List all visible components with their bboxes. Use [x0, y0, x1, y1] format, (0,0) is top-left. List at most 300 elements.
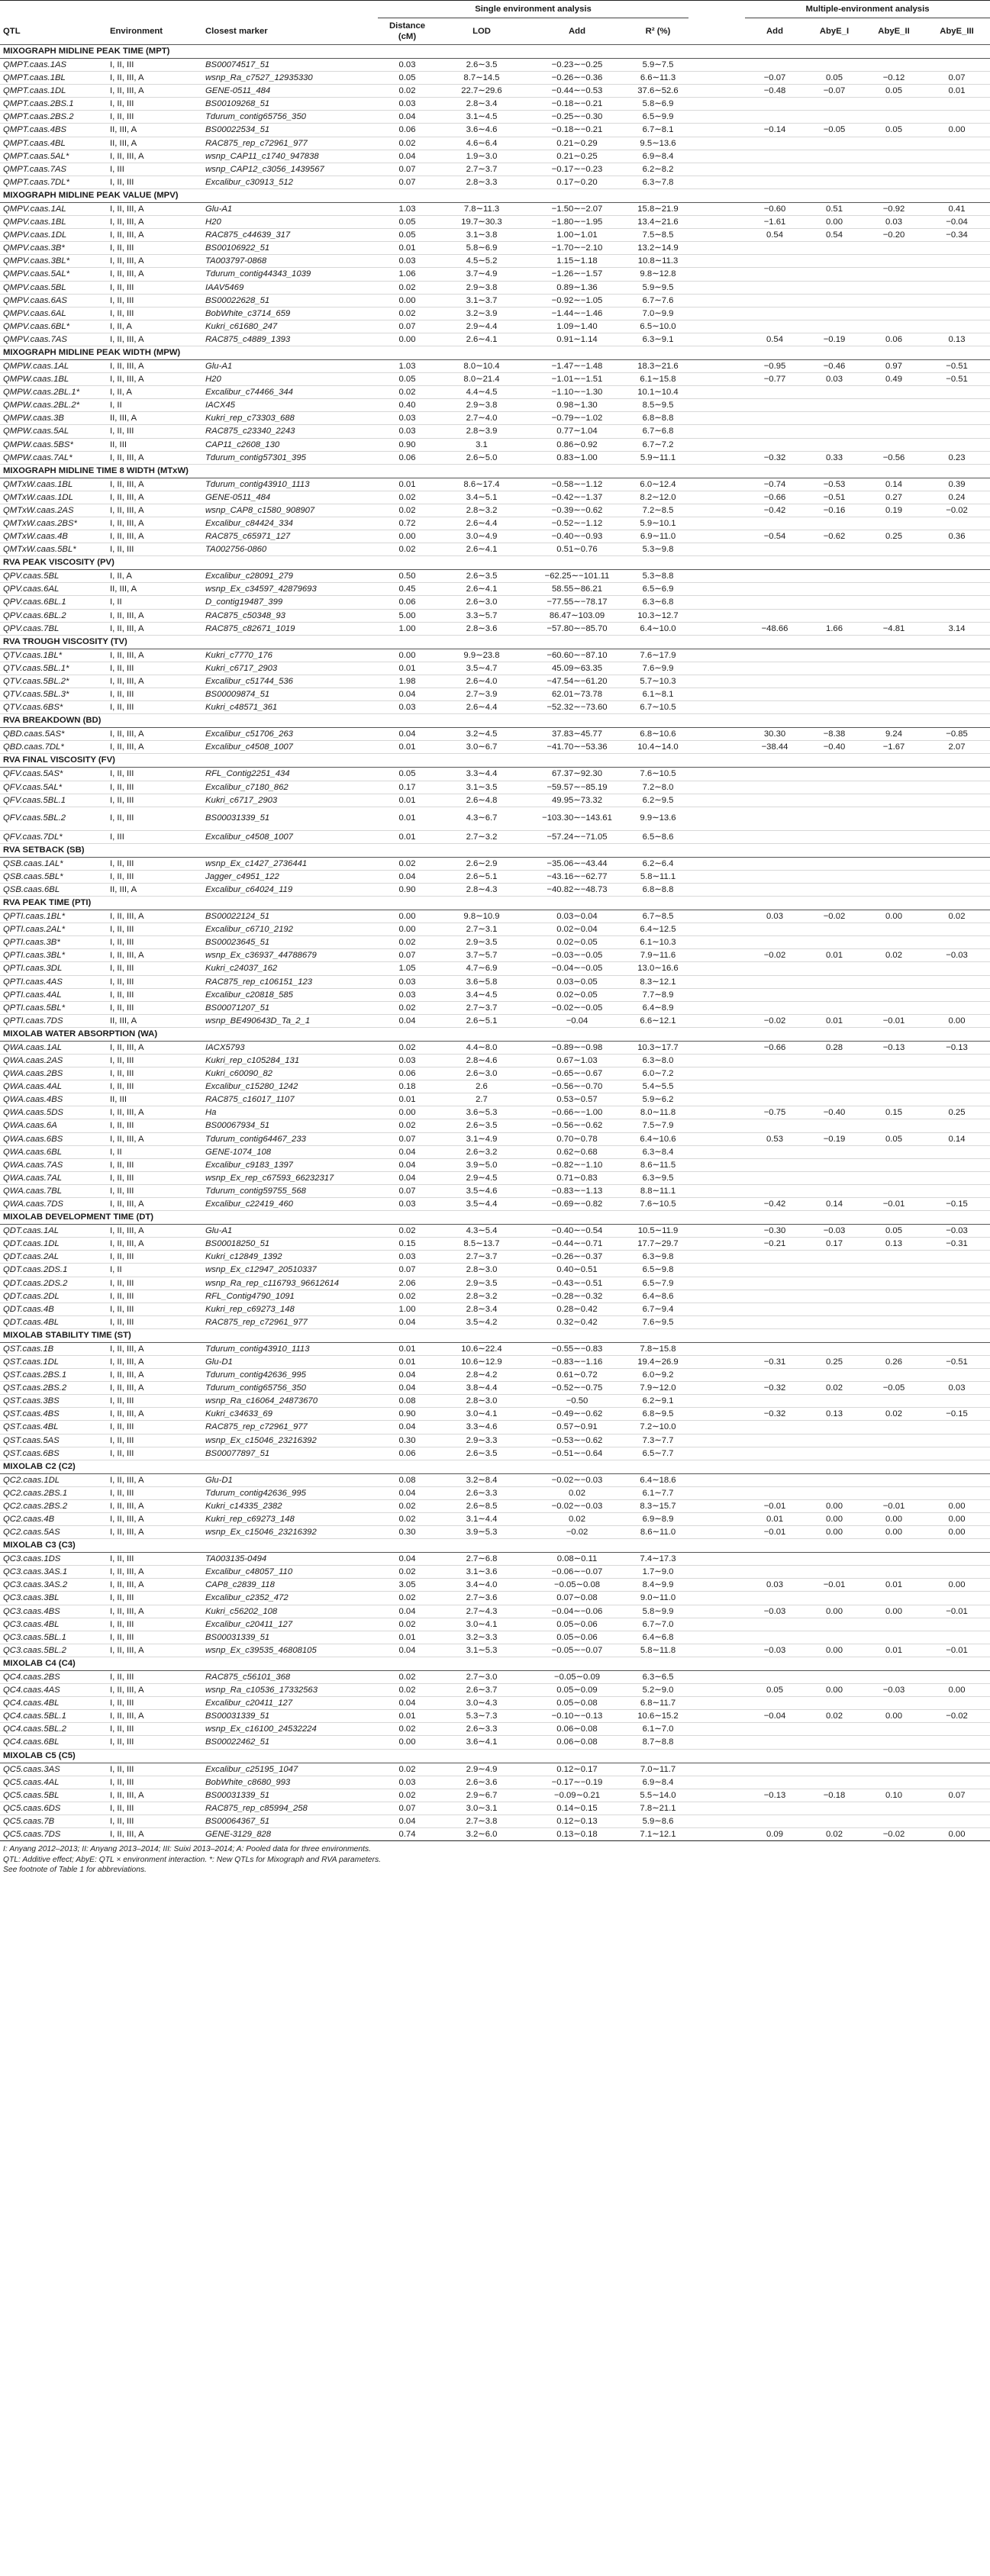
qtl-name-cell: QPTI.caas.3BL*: [0, 949, 107, 962]
abye-1-cell: [805, 609, 864, 622]
multi-add-cell: [745, 399, 805, 412]
environment-cell: I, II, III, A: [107, 202, 202, 215]
table-row: [0, 570, 990, 583]
multi-add-cell: −0.75: [745, 1106, 805, 1119]
table-row: [0, 1434, 990, 1447]
col-header-lod: LOD: [472, 27, 491, 36]
table-row: [0, 1763, 990, 1776]
closest-marker-cell: Excalibur_c74466_344: [202, 386, 378, 399]
lod-cell: 2.6∼4.1: [437, 543, 527, 556]
spacer-cell: [688, 98, 745, 111]
add-cell: −0.56∼−0.62: [527, 1119, 627, 1132]
multi-add-cell: [745, 242, 805, 255]
r-squared-cell: 6.8∼9.5: [627, 1408, 688, 1421]
abye-1-cell: [805, 1802, 864, 1814]
abye-2-cell: [864, 255, 924, 268]
abye-3-cell: 0.24: [924, 491, 990, 504]
environment-cell: II, III, A: [107, 1014, 202, 1027]
add-cell: −0.82∼−1.10: [527, 1158, 627, 1171]
abye-1-cell: [805, 268, 864, 281]
add-cell: −1.01∼−1.51: [527, 373, 627, 386]
abye-2-cell: [864, 1631, 924, 1644]
closest-marker-cell: RAC875_rep_c72961_977: [202, 1315, 378, 1328]
table-row: [0, 1618, 990, 1631]
multi-add-cell: [745, 1566, 805, 1579]
r-squared-cell: 6.5∼9.8: [627, 1264, 688, 1277]
qtl-name-cell: QMPT.caas.1BL: [0, 72, 107, 85]
r-squared-cell: 6.3∼6.5: [627, 1670, 688, 1683]
r-squared-cell: 7.9∼11.6: [627, 949, 688, 962]
multi-add-cell: [745, 281, 805, 294]
add-cell: 0.07∼0.08: [527, 1592, 627, 1605]
r-squared-cell: 5.5∼14.0: [627, 1789, 688, 1802]
r-squared-cell: 8.6∼11.5: [627, 1158, 688, 1171]
add-cell: 0.02: [527, 1513, 627, 1526]
qtl-name-cell: QWA.caas.6A: [0, 1119, 107, 1132]
distance-cell: 0.02: [378, 85, 437, 98]
closest-marker-cell: wsnp_Ex_rep_c67593_66232317: [202, 1171, 378, 1184]
closest-marker-cell: CAP8_c2839_118: [202, 1579, 378, 1592]
abye-1-cell: [805, 1342, 864, 1355]
environment-cell: I, II, III: [107, 1171, 202, 1184]
qtl-name-cell: QWA.caas.7DS: [0, 1198, 107, 1211]
spacer-cell: [688, 1684, 745, 1697]
abye-3-cell: −0.34: [924, 229, 990, 242]
qtl-name-cell: QTV.caas.5BL.1*: [0, 662, 107, 675]
distance-cell: 0.02: [378, 1290, 437, 1302]
add-cell: −57.24∼−71.05: [527, 830, 627, 843]
abye-3-cell: [924, 975, 990, 988]
abye-2-cell: [864, 1277, 924, 1290]
abye-2-cell: [864, 1736, 924, 1749]
environment-cell: I, II, III, A: [107, 359, 202, 372]
abye-3-cell: 0.36: [924, 530, 990, 543]
abye-2-cell: [864, 1814, 924, 1827]
abye-3-cell: [924, 768, 990, 781]
abye-3-cell: 0.00: [924, 1579, 990, 1592]
spacer-cell: [688, 1579, 745, 1592]
r-squared-cell: 13.4∼21.6: [627, 216, 688, 229]
environment-cell: I, II, III: [107, 242, 202, 255]
abye-2-cell: [864, 1184, 924, 1197]
add-cell: −0.04∼−0.06: [527, 1605, 627, 1618]
distance-cell: 1.03: [378, 202, 437, 215]
r-squared-cell: 7.6∼17.9: [627, 649, 688, 662]
lod-cell: 2.6∼8.5: [437, 1499, 527, 1512]
add-cell: −0.04∼−0.05: [527, 962, 627, 975]
closest-marker-cell: Tdurum_contig43910_1113: [202, 478, 378, 491]
spacer-cell: [688, 1014, 745, 1027]
r-squared-cell: 6.3∼9.8: [627, 1251, 688, 1264]
abye-1-cell: [805, 1277, 864, 1290]
section-header-row: [0, 1749, 990, 1763]
environment-cell: I, II, III, A: [107, 1355, 202, 1368]
spacer-cell: [688, 1421, 745, 1434]
abye-2-cell: 0.97: [864, 359, 924, 372]
environment-cell: I, II, III, A: [107, 255, 202, 268]
multi-add-cell: [745, 1631, 805, 1644]
environment-cell: I, II, III, A: [107, 1369, 202, 1382]
distance-cell: 0.04: [378, 1605, 437, 1618]
table-row: [0, 1225, 990, 1238]
lod-cell: 2.8∼3.2: [437, 504, 527, 517]
abye-2-cell: 0.06: [864, 333, 924, 346]
abye-1-cell: −0.03: [805, 1225, 864, 1238]
lod-cell: 2.9∼3.5: [437, 936, 527, 949]
abye-1-cell: 0.00: [805, 1684, 864, 1697]
multi-add-cell: [745, 1802, 805, 1814]
multi-add-cell: [745, 1473, 805, 1486]
distance-cell: 0.03: [378, 425, 437, 438]
lod-cell: 8.0∼10.4: [437, 359, 527, 372]
abye-3-cell: [924, 962, 990, 975]
multi-add-cell: [745, 98, 805, 111]
r-squared-cell: 6.8∼8.8: [627, 883, 688, 896]
spacer-cell: [688, 1499, 745, 1512]
r-squared-cell: 13.2∼14.9: [627, 242, 688, 255]
multi-add-cell: −0.32: [745, 451, 805, 464]
distance-cell: 0.02: [378, 1225, 437, 1238]
spacer-cell: [688, 975, 745, 988]
spacer-cell: [688, 1145, 745, 1158]
lod-cell: 3.7∼5.7: [437, 949, 527, 962]
abye-2-cell: [864, 936, 924, 949]
r-squared-cell: 6.2∼6.4: [627, 857, 688, 870]
qtl-name-cell: QC3.caas.3BL: [0, 1592, 107, 1605]
qtl-name-cell: QST.caas.1DL: [0, 1355, 107, 1368]
lod-cell: 4.5∼5.2: [437, 255, 527, 268]
abye-3-cell: −0.04: [924, 216, 990, 229]
section-header-row: [0, 556, 990, 570]
abye-1-cell: [805, 111, 864, 124]
abye-3-cell: 0.00: [924, 1526, 990, 1539]
abye-3-cell: [924, 781, 990, 794]
abye-1-cell: 0.17: [805, 1238, 864, 1251]
spacer-cell: [688, 1158, 745, 1171]
spacer-cell: [688, 1355, 745, 1368]
section-title: MIXOLAB C4 (C4): [0, 1657, 990, 1670]
spacer-cell: [688, 307, 745, 320]
environment-cell: I, II, III: [107, 425, 202, 438]
spacer-cell: [688, 622, 745, 635]
lod-cell: 8.5∼13.7: [437, 1238, 527, 1251]
distance-cell: 0.74: [378, 1827, 437, 1840]
spacer-cell: [688, 1618, 745, 1631]
abye-2-cell: 0.27: [864, 491, 924, 504]
qtl-name-cell: QMPV.caas.6AS: [0, 294, 107, 307]
environment-cell: I, II, III: [107, 1618, 202, 1631]
abye-3-cell: 0.07: [924, 1789, 990, 1802]
spacer-cell: [688, 1447, 745, 1460]
qtl-name-cell: QWA.caas.4AL: [0, 1080, 107, 1093]
abye-2-cell: −0.92: [864, 202, 924, 215]
table-row: [0, 1736, 990, 1749]
closest-marker-cell: BS00031339_51: [202, 807, 378, 830]
abye-3-cell: [924, 1171, 990, 1184]
section-header-row: [0, 188, 990, 202]
r-squared-cell: 5.8∼6.9: [627, 98, 688, 111]
col-header-r2: R² (%): [645, 27, 671, 36]
multi-add-cell: [745, 1486, 805, 1499]
add-cell: 0.21∼0.29: [527, 137, 627, 150]
lod-cell: 2.9∼6.7: [437, 1789, 527, 1802]
environment-cell: I, II, III, A: [107, 1566, 202, 1579]
abye-2-cell: [864, 1566, 924, 1579]
multi-add-cell: [745, 768, 805, 781]
add-cell: 0.03∼0.05: [527, 975, 627, 988]
abye-3-cell: [924, 1277, 990, 1290]
add-cell: −1.50∼−2.07: [527, 202, 627, 215]
r-squared-cell: 7.1∼12.1: [627, 1827, 688, 1840]
abye-3-cell: [924, 399, 990, 412]
closest-marker-cell: wsnp_CAP12_c3056_1439567: [202, 163, 378, 175]
add-cell: −1.26∼−1.57: [527, 268, 627, 281]
r-squared-cell: 7.5∼8.5: [627, 229, 688, 242]
environment-cell: I, II, III: [107, 923, 202, 936]
environment-cell: I, II, III: [107, 662, 202, 675]
lod-cell: 2.8∼3.6: [437, 622, 527, 635]
environment-cell: I, II, III, A: [107, 741, 202, 754]
environment-cell: I, II, III, A: [107, 1473, 202, 1486]
lod-cell: 2.7∼3.7: [437, 1251, 527, 1264]
r-squared-cell: 10.3∼12.7: [627, 609, 688, 622]
multi-add-cell: [745, 1434, 805, 1447]
multi-add-cell: −0.13: [745, 1789, 805, 1802]
closest-marker-cell: BS00067934_51: [202, 1119, 378, 1132]
multi-add-cell: [745, 1067, 805, 1080]
abye-3-cell: [924, 662, 990, 675]
environment-cell: I, II, III, A: [107, 1106, 202, 1119]
multi-add-cell: [745, 1421, 805, 1434]
distance-cell: 0.07: [378, 163, 437, 175]
abye-2-cell: [864, 281, 924, 294]
abye-2-cell: [864, 688, 924, 701]
environment-cell: I, II, III: [107, 281, 202, 294]
abye-2-cell: [864, 137, 924, 150]
spacer-cell: [688, 202, 745, 215]
environment-cell: I, II, III, A: [107, 85, 202, 98]
qtl-name-cell: QC3.caas.3AS.1: [0, 1566, 107, 1579]
spacer-cell: [688, 962, 745, 975]
environment-cell: I, II, III, A: [107, 1238, 202, 1251]
abye-1-cell: 0.02: [805, 1827, 864, 1840]
spacer-cell: [688, 124, 745, 137]
abye-2-cell: [864, 923, 924, 936]
abye-2-cell: [864, 1067, 924, 1080]
lod-cell: 3.6∼5.3: [437, 1106, 527, 1119]
table-row: [0, 675, 990, 687]
spacer-cell: [688, 111, 745, 124]
table-footnotes: [0, 1841, 990, 1876]
abye-3-cell: [924, 111, 990, 124]
spacer-cell: [688, 1080, 745, 1093]
qtl-name-cell: QST.caas.3BS: [0, 1395, 107, 1408]
r-squared-cell: 6.4∼8.6: [627, 1290, 688, 1302]
abye-3-cell: 0.00: [924, 1014, 990, 1027]
spacer-cell: [688, 1631, 745, 1644]
r-squared-cell: 6.0∼12.4: [627, 478, 688, 491]
closest-marker-cell: BS00106922_51: [202, 242, 378, 255]
qtl-name-cell: QPV.caas.6AL: [0, 583, 107, 596]
spacer-cell: [688, 1395, 745, 1408]
abye-3-cell: [924, 1486, 990, 1499]
abye-3-cell: [924, 1145, 990, 1158]
qtl-name-cell: QWA.caas.6BS: [0, 1132, 107, 1145]
lod-cell: 3.0∼4.1: [437, 1618, 527, 1631]
multi-add-cell: −0.01: [745, 1499, 805, 1512]
distance-cell: 0.02: [378, 543, 437, 556]
table-row: [0, 1827, 990, 1840]
multi-add-cell: [745, 1264, 805, 1277]
lod-cell: 2.6∼3.5: [437, 1119, 527, 1132]
distance-cell: 0.02: [378, 1001, 437, 1014]
distance-cell: 0.45: [378, 583, 437, 596]
environment-cell: I, II, III: [107, 1290, 202, 1302]
multi-add-cell: [745, 1158, 805, 1171]
abye-2-cell: [864, 1158, 924, 1171]
distance-cell: 0.03: [378, 255, 437, 268]
abye-2-cell: [864, 1055, 924, 1067]
add-cell: 0.57∼0.91: [527, 1421, 627, 1434]
abye-1-cell: [805, 386, 864, 399]
r-squared-cell: 9.9∼13.6: [627, 807, 688, 830]
lod-cell: 2.6∼3.3: [437, 1486, 527, 1499]
closest-marker-cell: GENE-1074_108: [202, 1145, 378, 1158]
qtl-name-cell: QDT.caas.2DS.2: [0, 1277, 107, 1290]
multi-add-cell: [745, 794, 805, 807]
section-title: RVA SETBACK (SB): [0, 843, 990, 857]
closest-marker-cell: Glu-D1: [202, 1355, 378, 1368]
abye-3-cell: [924, 830, 990, 843]
abye-1-cell: [805, 988, 864, 1001]
closest-marker-cell: IACX45: [202, 399, 378, 412]
environment-cell: I, II, III, A: [107, 229, 202, 242]
qtl-name-cell: QC2.caas.2BS.1: [0, 1486, 107, 1499]
abye-2-cell: [864, 1670, 924, 1683]
environment-cell: I, II, III, A: [107, 728, 202, 741]
abye-2-cell: −0.05: [864, 1382, 924, 1395]
add-cell: −0.05∼0.09: [527, 1670, 627, 1683]
abye-2-cell: 0.05: [864, 1225, 924, 1238]
qtl-name-cell: QMPW.caas.7AL*: [0, 451, 107, 464]
abye-1-cell: [805, 1093, 864, 1106]
environment-cell: I, II, III: [107, 1277, 202, 1290]
lod-cell: 8.7∼14.5: [437, 72, 527, 85]
lod-cell: 10.6∼12.9: [437, 1355, 527, 1368]
distance-cell: 0.07: [378, 1132, 437, 1145]
r-squared-cell: 6.9∼8.4: [627, 1776, 688, 1789]
abye-2-cell: [864, 768, 924, 781]
distance-cell: 0.00: [378, 1106, 437, 1119]
abye-1-cell: [805, 412, 864, 425]
spacer-cell: [688, 1697, 745, 1710]
col-header-environment: Environment: [110, 26, 163, 36]
closest-marker-cell: BS00064367_51: [202, 1814, 378, 1827]
table-row: [0, 294, 990, 307]
add-cell: 0.77∼1.04: [527, 425, 627, 438]
abye-2-cell: [864, 583, 924, 596]
r-squared-cell: 6.7∼10.5: [627, 701, 688, 714]
r-squared-cell: 5.8∼11.8: [627, 1644, 688, 1657]
abye-2-cell: [864, 988, 924, 1001]
r-squared-cell: 37.6∼52.6: [627, 85, 688, 98]
closest-marker-cell: RFL_Contig2251_434: [202, 768, 378, 781]
closest-marker-cell: Tdurum_contig65756_350: [202, 1382, 378, 1395]
closest-marker-cell: Excalibur_c84424_334: [202, 517, 378, 530]
section-title: MIXOLAB DEVELOPMENT TIME (DT): [0, 1211, 990, 1225]
abye-2-cell: [864, 1080, 924, 1093]
environment-cell: I, II, III, A: [107, 622, 202, 635]
qtl-name-cell: QC4.caas.5BL.1: [0, 1710, 107, 1723]
table-row: [0, 491, 990, 504]
table-row: [0, 583, 990, 596]
table-row: [0, 649, 990, 662]
qtl-name-cell: QMPT.caas.1DL: [0, 85, 107, 98]
abye-3-cell: −0.15: [924, 1198, 990, 1211]
abye-2-cell: [864, 386, 924, 399]
environment-cell: I, II, III, A: [107, 1342, 202, 1355]
abye-3-cell: [924, 870, 990, 883]
add-cell: 1.09∼1.40: [527, 320, 627, 333]
qtl-name-cell: QDT.caas.2DL: [0, 1290, 107, 1302]
qtl-name-cell: QWA.caas.4BS: [0, 1093, 107, 1106]
closest-marker-cell: Excalibur_c15280_1242: [202, 1080, 378, 1093]
environment-cell: I, II, III, A: [107, 1513, 202, 1526]
spacer-cell: [688, 1592, 745, 1605]
environment-cell: I, II, III: [107, 1395, 202, 1408]
closest-marker-cell: wsnp_Ex_c15046_23216392: [202, 1434, 378, 1447]
environment-cell: I, II, III: [107, 175, 202, 188]
environment-cell: I, II, III: [107, 543, 202, 556]
abye-1-cell: −0.40: [805, 1106, 864, 1119]
table-row: [0, 1315, 990, 1328]
lod-cell: 3.3∼4.6: [437, 1421, 527, 1434]
table-row: [0, 1145, 990, 1158]
abye-1-cell: −0.18: [805, 1789, 864, 1802]
closest-marker-cell: RAC875_c23340_2243: [202, 425, 378, 438]
qtl-name-cell: QC5.caas.3AS: [0, 1763, 107, 1776]
distance-cell: 0.03: [378, 1055, 437, 1067]
table-row: [0, 1001, 990, 1014]
spacer-cell: [688, 923, 745, 936]
environment-cell: I, II, III, A: [107, 216, 202, 229]
add-cell: −1.70∼−2.10: [527, 242, 627, 255]
abye-1-cell: [805, 1697, 864, 1710]
abye-3-cell: [924, 1395, 990, 1408]
abye-1-cell: [805, 307, 864, 320]
distance-cell: 0.00: [378, 910, 437, 923]
lod-cell: 3.0∼4.3: [437, 1697, 527, 1710]
closest-marker-cell: Kukri_rep_c69273_148: [202, 1302, 378, 1315]
lod-cell: 2.7∼3.2: [437, 830, 527, 843]
environment-cell: I, II, III, A: [107, 72, 202, 85]
closest-marker-cell: Kukri_c24037_162: [202, 962, 378, 975]
table-row: [0, 1158, 990, 1171]
abye-3-cell: −0.85: [924, 728, 990, 741]
table-row: [0, 728, 990, 741]
distance-cell: 1.00: [378, 622, 437, 635]
multi-add-cell: −48.66: [745, 622, 805, 635]
multi-add-cell: [745, 543, 805, 556]
r-squared-cell: 8.3∼15.7: [627, 1499, 688, 1512]
table-row: [0, 701, 990, 714]
table-row: [0, 1171, 990, 1184]
r-squared-cell: 7.8∼15.8: [627, 1342, 688, 1355]
section-header-row: [0, 843, 990, 857]
environment-cell: I, II, III: [107, 1067, 202, 1080]
distance-cell: 0.02: [378, 857, 437, 870]
distance-cell: 0.03: [378, 1776, 437, 1789]
